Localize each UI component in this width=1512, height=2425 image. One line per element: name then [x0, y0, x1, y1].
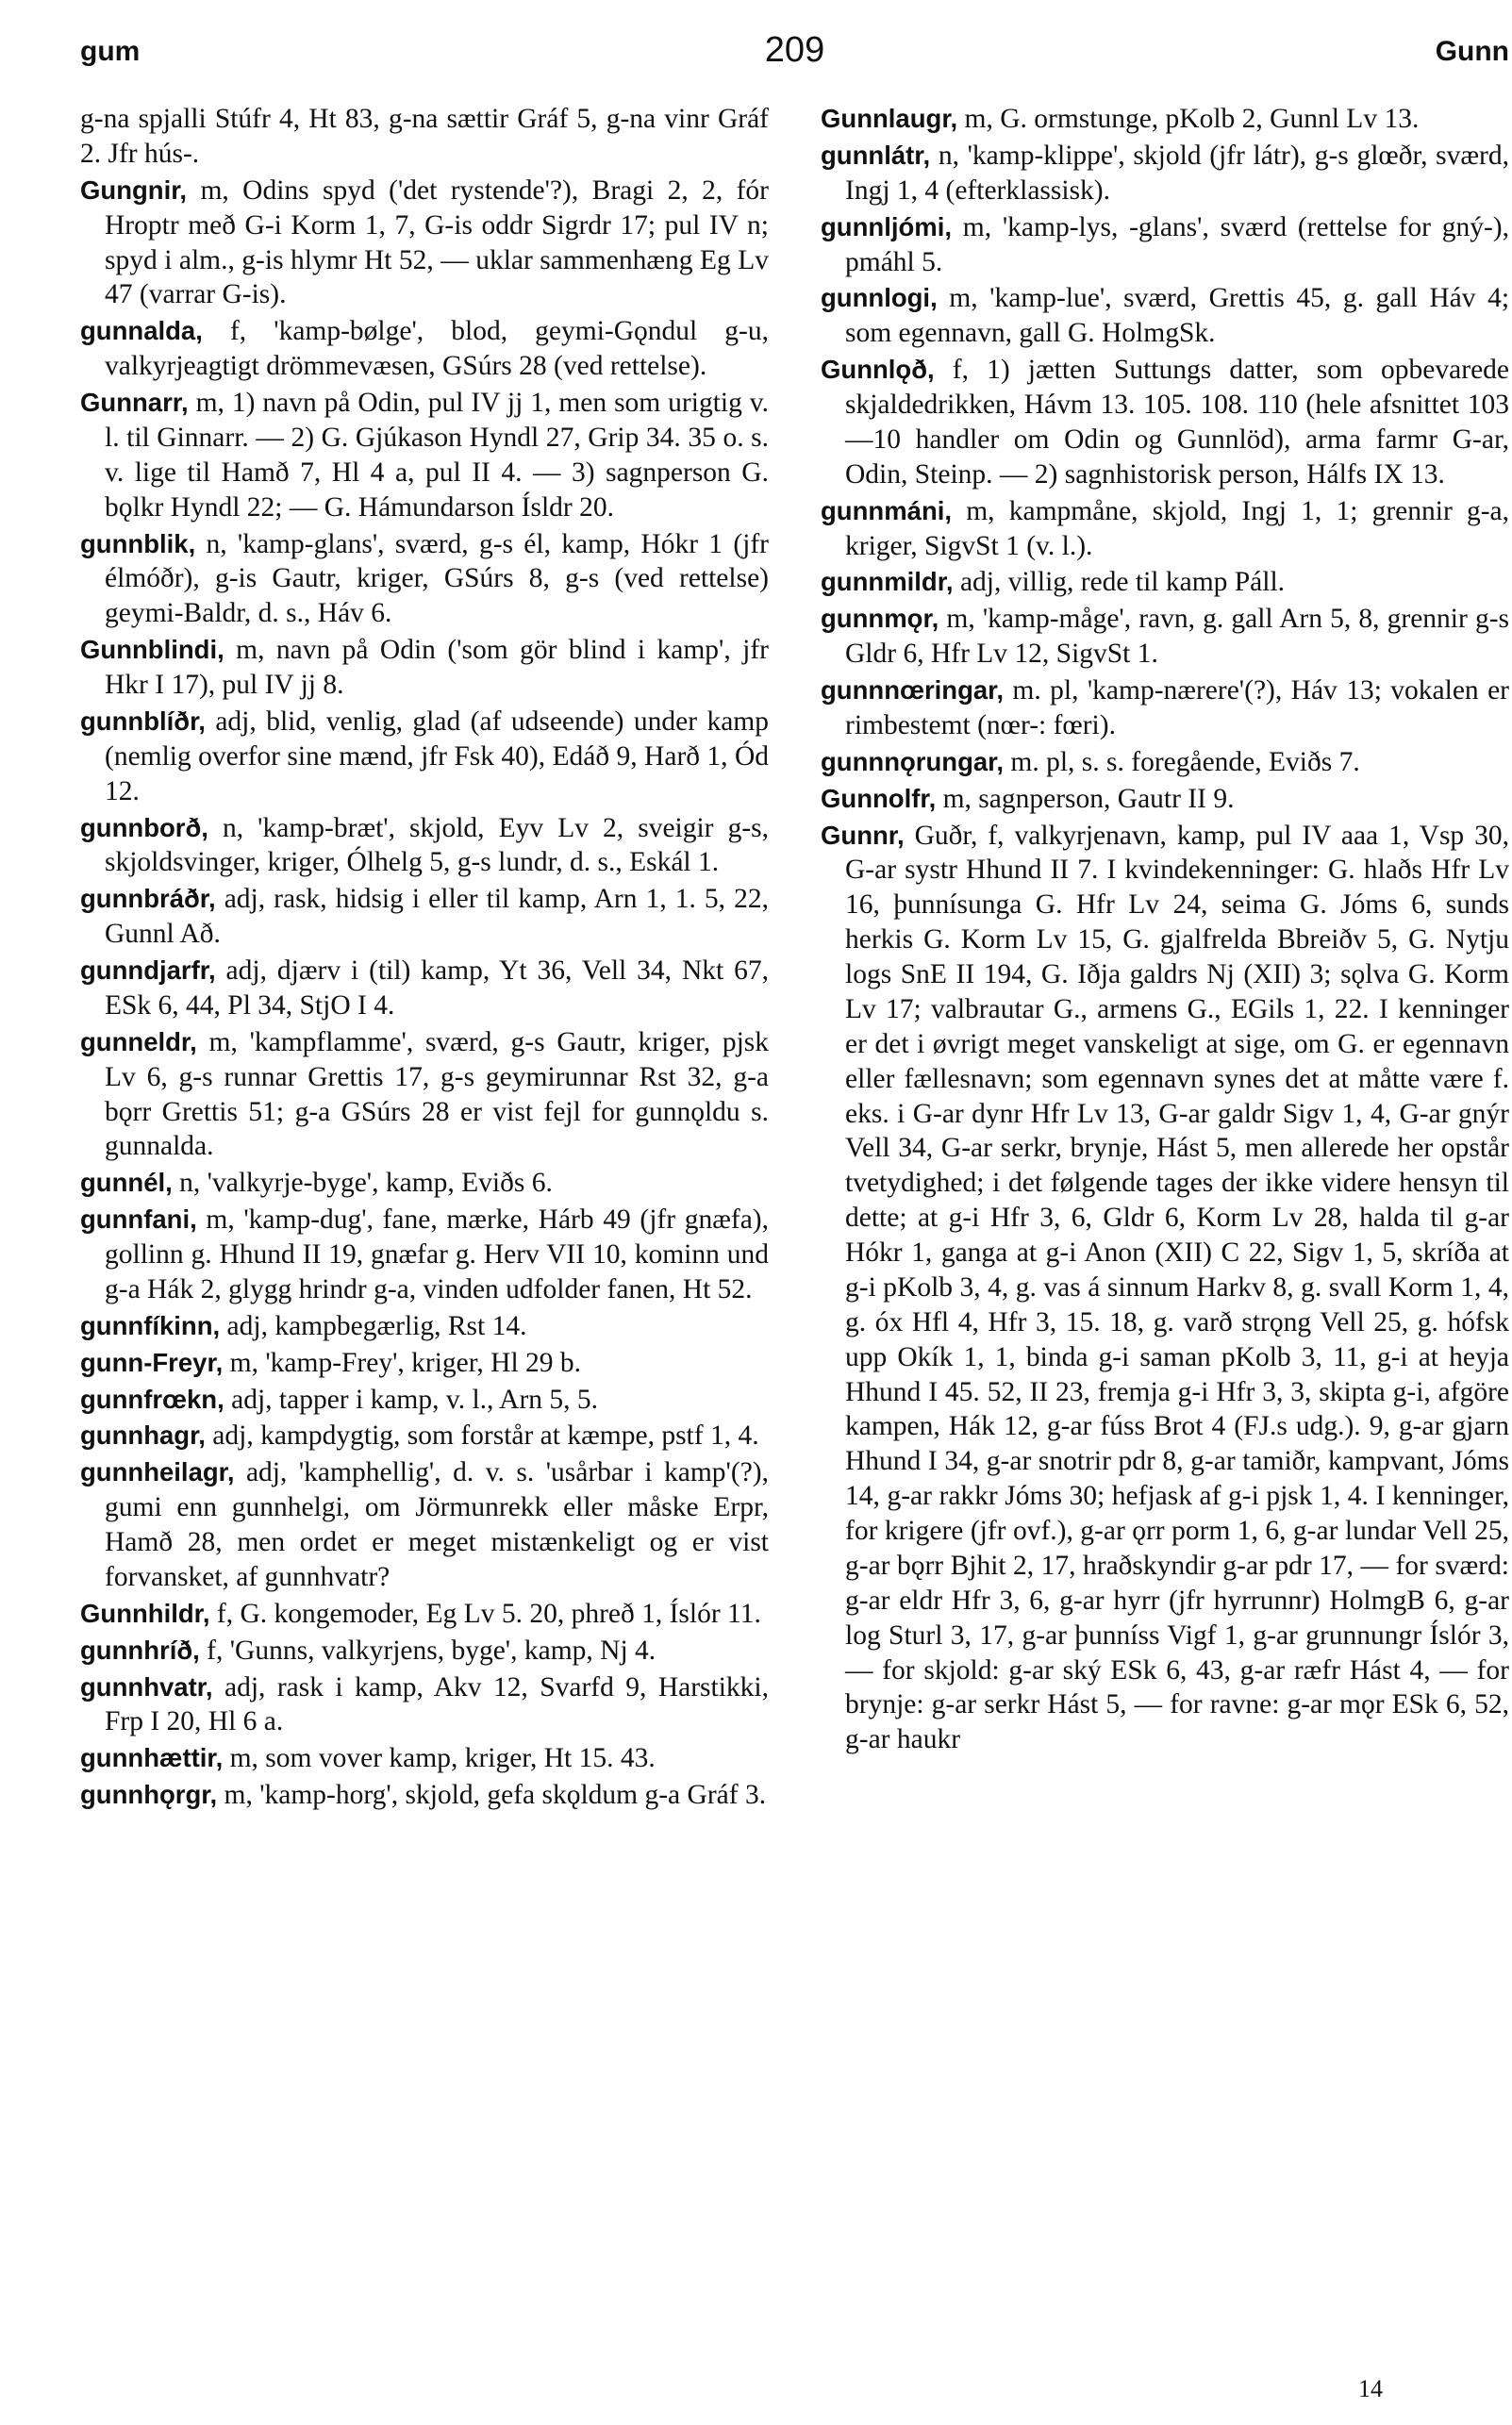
entry-definition: m, Odins spyd ('det rystende'?), Bragi 2, 2, fór Hroptr með G-i Korm 1, 7, G-is oddr Sigrdr 17; pul IV n; spyd i alm., g-is hlymr Ht 52, — uklar sammenhæng Eg Lv 47 (varrar G-is). [105, 174, 769, 310]
dictionary-entry [821, 565, 1509, 600]
entry-headword: gunnfíkinn, [80, 1310, 221, 1340]
dictionary-entry [821, 745, 1509, 780]
entry-definition: n, 'valkyrje-byge', kamp, Eviðs 6. [179, 1168, 553, 1199]
entry-definition: n, 'kamp-klippe', skjold (jfr látr), g-s glœðr, sværd, Ingj 1, 4 (efterklassisk). [845, 140, 1509, 206]
entry-headword: gunnhríð, [80, 1635, 200, 1665]
entry-definition: Guðr, f, valkyrjenavn, kamp, pul IV aaa 1, Vsp 30, G-ar systr Hhund II 7. I kvindekenninger: G. hlaðs Hfr Lv 16, þunnísunga G. Hfr Lv 24, seima G. Jóms 6, sunds herkis G. Korm Lv 15, G. gjalfrelda Bbreiðv 5, G. Nytju logs SnE II 194, G. Iðja galdrs Nj (XII) 3; sǫlva G. Korm Lv 17; valbrautar G., armens G., EGils 1, 22. I kenninger er det i øvrigt meget vanskeligt at sige, om G. er egennavn eller fællesnavn; som egennavn synes det at måtte være f. eks. i G-ar dynr Hfr Lv 13, G-ar galdr Sigv 1, 4, G-ar gnýr Vell 34, G-ar serkr, brynje, Hást 5, men allerede her opstår tvetydighed; i det følgende tages der ikke videre hensyn til dette; at g-i Hfr 3, 6, Gldr 6, Korm Lv 28, halda til g-ar Hókr 1, ganga at g-i Anon (XII) C 22, Sigv 1, 5, skríða at g-i pKolb 3, 4, g. vas á sinnum Harkv 8, g. svall Korm 1, 4, g. óx Hfl 4, Hfr 3, 15. 18, g. varð strǫng Vell 25, g. hófsk upp Okík 1, 1, binda g-i saman pKolb 3, 11, g-i at heyja Hhund I 45. 52, II 23, fremja g-i Hfr 3, 3, skipta g-i, afgöre kampen, Hák 12, g-ar fúss Brot 4 (FJ.s udg.). 9, g-ar gjarn Hhund I 34, g-ar snotrir pdr 8, g-ar tamiðr, kampvant, Jóms 14, g-ar rakkr Jóms 30; hefjask af g-i pjsk 1, 4. I kenninger, for krigere (jfr ovf.), g-ar ǫrr porm 1, 6, g-ar lundar Vell 25, g-ar bǫrr Bjhit 2, 17, hraðskyndir g-ar pdr 17, — for sværd: g-ar eldr Hfr 3, 6, g-ar hyrr (jfr hyrrunnr) HolmgB 6, g-ar log Sturl 3, 17, g-ar þunníss Vigf 1, g-ar grunnungr Íslór 3, — for skjold: g-ar ský ESk 6, 43, g-ar ræfr Hást 4, — for brynje: g-ar serkr Hást 5, — for ravne: g-ar mǫr ESk 6, 52, g-ar haukr [845, 820, 1509, 1755]
dictionary-entry [821, 353, 1509, 492]
dictionary-entry [80, 705, 769, 809]
entry-headword: gunnhǫrgr, [80, 1780, 218, 1810]
entry-headword: Gunnlaugr, [821, 104, 958, 133]
entry-definition: f, 'Gunns, valkyrjens, byge', kamp, Nj 4. [207, 1635, 656, 1666]
dictionary-entry [80, 1597, 769, 1632]
entry-headword: gunnmáni, [821, 495, 953, 525]
page-number: 209 [764, 30, 825, 70]
entry-headword: gunnél, [80, 1168, 173, 1198]
dictionary-entry [821, 494, 1509, 564]
entry-headword: gunnalda, [80, 316, 203, 346]
dictionary-entry [80, 811, 769, 881]
entry-definition: m, G. ormstunge, pKolb 2, Gunnl Lv 13. [964, 104, 1420, 134]
dictionary-entry [821, 281, 1509, 351]
header-left-guideword: gum [80, 36, 141, 67]
dictionary-entry [821, 139, 1509, 208]
entry-definition: m, 'kampflamme', sværd, g-s Gautr, kriger, pjsk Lv 6, g-s runnar Grettis 17, g-s geymirunnar Rst 32, g-a bǫrr Grettis 51; g-a GSúrs 28 er vist fejl for gunnǫldu s. gunnalda. [105, 1026, 770, 1162]
entry-definition: adj, tapper i kamp, v. l., Arn 5, 5. [231, 1384, 599, 1415]
entry-headword: gunnnœringar, [821, 675, 1005, 705]
left-column [80, 102, 769, 1815]
dictionary-entry [80, 1383, 769, 1418]
dictionary-entry [80, 102, 769, 172]
entry-headword: Gunnhildr, [80, 1598, 210, 1628]
entry-definition: m, navn på Odin ('som gör blind i kamp', jfr Hkr I 17), pul IV jj 8. [105, 635, 769, 700]
entry-definition: m. pl, 'kamp-nærere'(?), Háv 13; vokalen er rimbestemt (nœr-: fœri). [845, 675, 1510, 740]
entry-headword: gunnljómi, [821, 211, 953, 241]
entry-headword: Gunnblindi, [80, 635, 224, 665]
entry-headword: Gungnir, [80, 174, 188, 205]
entry-headword: gunnfani, [80, 1204, 197, 1235]
entry-headword: gunnbráðr, [80, 884, 216, 914]
dictionary-entry [80, 1025, 769, 1165]
entry-headword: gunnhættir, [80, 1743, 224, 1773]
entry-definition: m, 'kamp-horg', skjold, gefa skǫldum g-a Gráf 3. [224, 1780, 767, 1811]
dictionary-entry [80, 1741, 769, 1776]
dictionary-entry [80, 527, 769, 632]
entry-definition: f, 'kamp-bølge', blod, geymi-Gǫndul g-u, valkyrjeagtigt drömmevæsen, GSúrs 28 (ved rettelse). [105, 316, 770, 382]
entry-definition: m. pl, s. s. foregående, Eviðs 7. [1010, 746, 1360, 777]
entry-definition: adj, blid, venlig, glad (af udseende) under kamp (nemlig overfor sine mænd, jfr Fsk 40), Edáð 9, Harð 1, Ód 12. [105, 706, 769, 806]
entry-headword: Gunnr, [821, 820, 905, 850]
entry-definition: adj, villig, rede til kamp Páll. [959, 567, 1286, 598]
dictionary-entry [80, 1166, 769, 1201]
entry-definition: m, som vover kamp, kriger, Ht 15. 43. [229, 1743, 656, 1774]
entry-definition: m, 1) navn på Odin, pul IV jj 1, men som urigtig v. l. til Ginnarr. — 2) G. Gjúkason Hyndl 27, Grip 34. 35 o. s. v. lige til Hamð 7, Hl 4 a, pul II 4. — 3) sagnperson G. bǫlkr Hyndl 22; — G. Hámundarson Ísldr 20. [105, 388, 770, 523]
entry-definition: m, 'kamp-lys, -glans', sværd (rettelse for gný-), pmáhl 5. [845, 211, 1509, 277]
entry-headword: gunneldr, [80, 1026, 197, 1056]
entry-definition: adj, 'kamphellig', d. v. s. 'usårbar i kamp'(?), gumi enn gunnhelgi, om Jörmunrekk eller måske Erpr, Hamð 28, men ordet er meget mistænkeligt og er vist forvansket, af gunnhvatr? [105, 1457, 769, 1592]
dictionary-entry [821, 602, 1509, 672]
dictionary-entry [821, 819, 1509, 1758]
entry-headword: Gunnlǫð, [821, 355, 935, 385]
entry-definition: adj, djærv i (til) kamp, Yt 36, Vell 34, Nkt 67, ESk 6, 44, Pl 34, StjO I 4. [105, 955, 769, 1021]
entry-headword: gunnlátr, [821, 140, 931, 170]
dictionary-entry [80, 1670, 769, 1740]
dictionary-entry [80, 882, 769, 952]
entry-definition: m, 'kamp-lue', sværd, Grettis 45, g. gall Háv 4; som egennavn, gall G. HolmgSk. [845, 283, 1510, 349]
dictionary-entry [80, 1309, 769, 1344]
entry-definition: m, 'kamp-Frey', kriger, Hl 29 b. [229, 1347, 582, 1378]
entry-headword: gunnhvatr, [80, 1671, 213, 1702]
dictionary-entry [80, 1634, 769, 1669]
entry-definition: g-na spjalli Stúfr 4, Ht 83, g-na sættir Gráf 5, g-na vinr Gráf 2. Jfr hús-. [80, 104, 769, 169]
entry-headword: gunnmildr, [821, 567, 954, 597]
dictionary-columns [80, 102, 1509, 1815]
page-header [80, 25, 1509, 81]
entry-definition: adj, kampdygtig, som forstår at kæmpe, pstf 1, 4. [212, 1420, 759, 1452]
entry-definition: m, kampmåne, skjold, Ingj 1, 1; grennir g-a, kriger, SigvSt 1 (v. l.). [845, 495, 1510, 561]
dictionary-entry [821, 782, 1509, 817]
entry-definition: adj, rask i kamp, Akv 12, Svarfd 9, Harstikki, Frp I 20, Hl 6 a. [105, 1671, 769, 1737]
entry-headword: Gunnolfr, [821, 783, 937, 813]
entry-definition: adj, rask, hidsig i eller til kamp, Arn 1, 1. 5, 22, Gunnl Að. [105, 884, 769, 950]
entry-headword: gunnmǫr, [821, 604, 939, 634]
dictionary-entry [80, 1203, 769, 1307]
dictionary-entry [80, 1455, 769, 1595]
entry-headword: gunndjarfr, [80, 955, 216, 985]
entry-headword: gunn-Freyr, [80, 1347, 224, 1377]
entry-headword: gunnblik, [80, 528, 196, 558]
entry-definition: n, 'kamp-bræt', skjold, Eyv Lv 2, sveigir g-s, skjoldsvinger, kriger, Ólhelg 5, g-s lundr, d. s., Eskál 1. [105, 812, 769, 878]
dictionary-entry [80, 386, 769, 525]
entry-definition: n, 'kamp-glans', sværd, g-s él, kamp, Hókr 1 (jfr élmóðr), g-is Gautr, kriger, GSúrs 8, g-s (ved rettelse) geymi-Baldr, d. s., Háv 6. [105, 528, 770, 629]
dictionary-entry [80, 1419, 769, 1453]
entry-definition: m, 'kamp-dug', fane, mærke, Hárb 49 (jfr gnæfa), gollinn g. Hhund II 19, gnæfar g. Herv VII 10, kominn und g-a Hák 2, glygg hrindr g-a, vinden udfolder fanen, Ht 52. [105, 1204, 770, 1304]
dictionary-entry [821, 210, 1509, 280]
entry-headword: Gunnarr, [80, 388, 189, 417]
dictionary-entry [80, 633, 769, 703]
entry-definition: f, 1) jætten Suttungs datter, som opbevarede skjaldedrikken, Hávm 13. 105. 108. 110 (hele afsnittet 103—10 handler om Odin og Gunnlöd), arma farmr G-ar, Odin, Steinp. — 2) sagnhistorisk person, Hálfs IX 13. [845, 355, 1510, 490]
entry-headword: gunnhagr, [80, 1420, 206, 1451]
entry-headword: gunnheilagr, [80, 1457, 235, 1487]
header-right-guideword: Gunn [1435, 36, 1509, 67]
entry-headword: gunnblíðr, [80, 706, 206, 736]
dictionary-entry [80, 174, 769, 313]
entry-headword: gunnnǫrungar, [821, 746, 1005, 776]
entry-definition: adj, kampbegærlig, Rst 14. [226, 1310, 527, 1341]
dictionary-entry [821, 673, 1509, 743]
entry-headword: gunnlogi, [821, 283, 938, 313]
entry-headword: gunnborð, [80, 812, 208, 842]
dictionary-entry [821, 102, 1509, 137]
entry-definition: m, sagnperson, Gautr II 9. [942, 783, 1235, 814]
signature-mark: 14 [1358, 2375, 1383, 2402]
dictionary-entry [80, 314, 769, 384]
right-column [821, 102, 1509, 1815]
entry-headword: gunnfrœkn, [80, 1384, 224, 1414]
entry-definition: f, G. kongemoder, Eg Lv 5. 20, phreð 1, Íslór 11. [216, 1598, 761, 1629]
dictionary-entry [80, 1778, 769, 1813]
entry-definition: m, 'kamp-måge', ravn, g. gall Arn 5, 8, grennir g-s Gldr 6, Hfr Lv 12, SigvSt 1. [845, 604, 1509, 670]
dictionary-entry [80, 1346, 769, 1381]
dictionary-entry [80, 954, 769, 1023]
